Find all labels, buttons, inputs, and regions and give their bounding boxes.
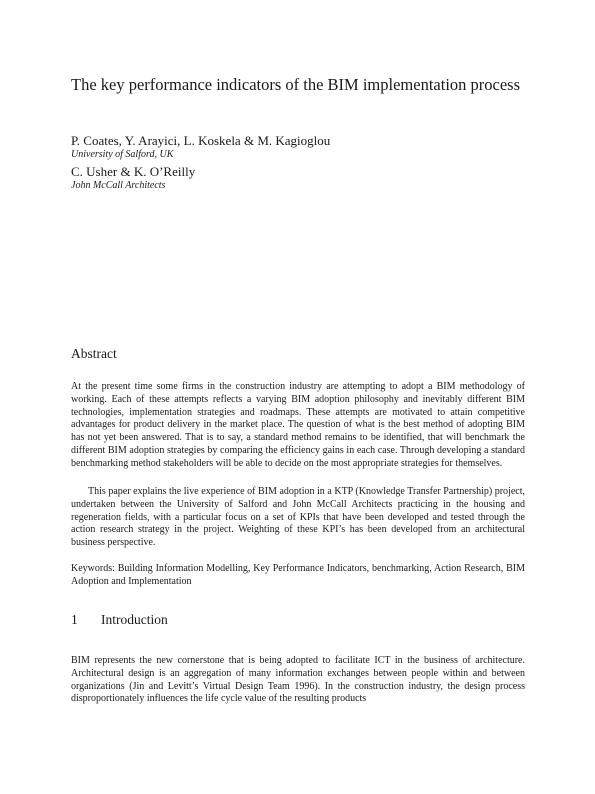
keywords: Keywords: Building Information Modelling, Key Performance Indicators, benchmarking, Action Research, BIM Adoption and Implementation	[71, 563, 525, 587]
abstract-paragraph-1: At the present time some firms in the construction industry are attempting to adopt a BIM methodology of working. Each of these attempts reflects a varying BIM adoption philosophy and inevitably different BIM technologies, implementation strategies and roadmaps. These attempts are motivated to attain competitive advantages for product delivery in the market place. The question of what is the best method of adopting BIM has not yet been answered. That is to say, a standard method remains to be identified, that will benchmark the different BIM adoption strategies by comparing the efficiency gains in each case. Through developing a standard benchmarking method stakeholders will be able to decide on the most appropriate strategies for themselves.	[71, 381, 525, 469]
author-names-group-1: P. Coates, Y. Arayici, L. Koskela & M. Kagioglou	[71, 133, 331, 148]
section-title: Introduction	[101, 612, 168, 627]
affiliation-group-1: University of Salford, UK	[71, 149, 174, 160]
author-names-group-2: C. Usher & K. O’Reilly	[71, 164, 196, 179]
introduction-paragraph: BIM represents the new cornerstone that is being adopted to facilitate ICT in the business of architecture. Architectural design is an aggregation of many information exchanges between people within and between organizations (Jin and Levitt’s Virtual Design Team 1996). In the construction industry, the design process disproportionately influences the life cycle value of the resulting products	[71, 655, 525, 705]
introduction-heading	[71, 612, 168, 628]
abstract-heading: Abstract	[71, 346, 117, 361]
section-number: 1	[71, 612, 78, 627]
abstract-paragraph-2: This paper explains the live experience of BIM adoption in a KTP (Knowledge Transfer Partnership) project, undertaken between the University of Salford and John McCall Architects practicing in the housing and regeneration fields, with a particular focus on a set of KPIs that have been developed and tested through the action research strategy in the project. Weighting of these KPI’s has been developed from an architectural business perspective.	[71, 486, 525, 549]
paper-title: The key performance indicators of the BIM implementation process	[71, 75, 521, 94]
affiliation-group-2: John McCall Architects	[71, 180, 166, 191]
